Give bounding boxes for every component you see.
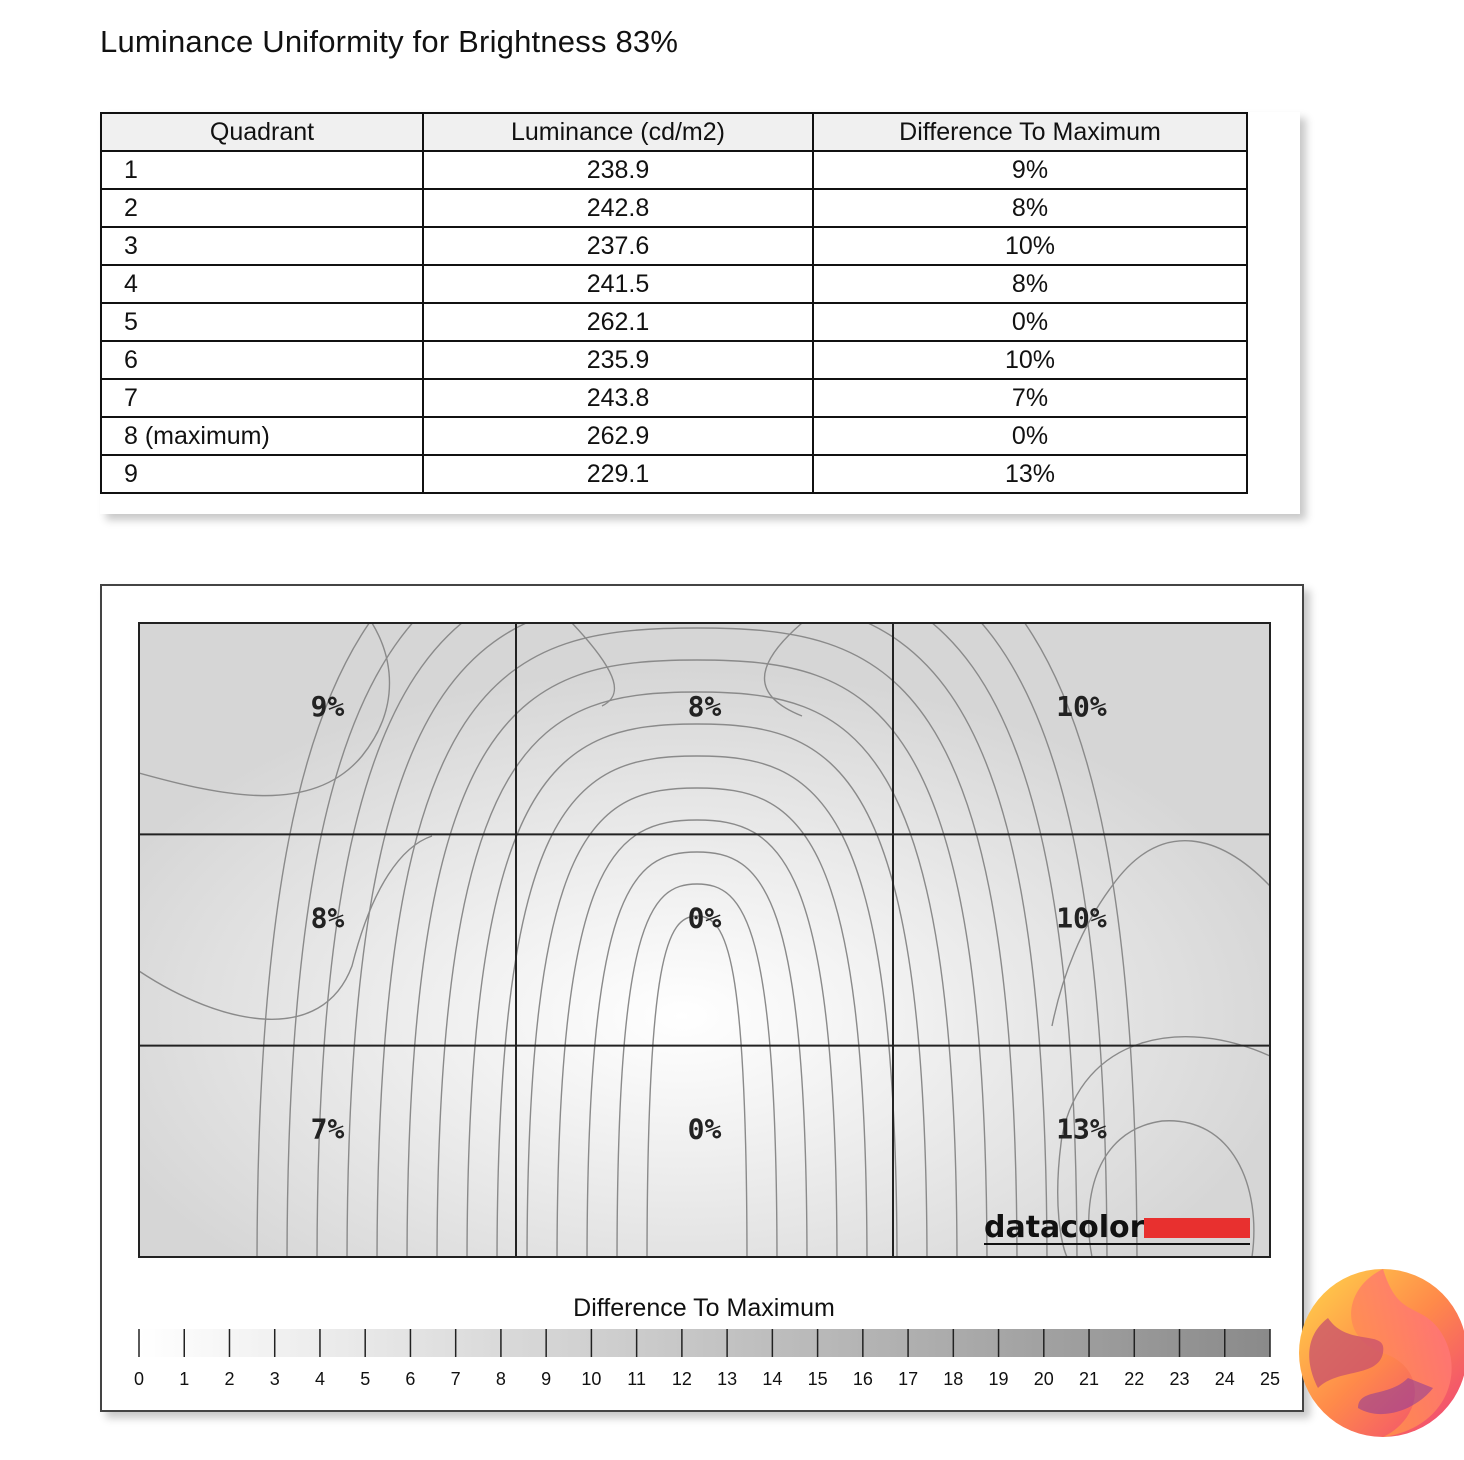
scale-title: Difference To Maximum [573, 1294, 835, 1322]
scale-tick-label: 20 [1033, 1369, 1054, 1389]
quadrant-label: 0% [687, 901, 722, 935]
table-row [101, 151, 1247, 189]
scale-tick-label: 10 [581, 1369, 602, 1389]
luminance-cell: 235.9 [423, 341, 813, 379]
column-header-luminance: Luminance (cd/m2) [423, 113, 813, 151]
quadrant-cell: 9 [101, 455, 423, 493]
quadrant-cell: 7 [101, 379, 423, 417]
uniformity-chart-card [100, 584, 1304, 1412]
difference-cell: 13% [813, 455, 1247, 493]
uniformity-heatmap [102, 586, 1306, 1414]
difference-cell: 8% [813, 189, 1247, 227]
luminance-cell: 262.1 [423, 303, 813, 341]
quadrant-label: 7% [310, 1112, 345, 1146]
table-row [101, 455, 1247, 493]
quadrant-cell: 5 [101, 303, 423, 341]
luminance-cell: 262.9 [423, 417, 813, 455]
table-row [101, 303, 1247, 341]
table-header-row [101, 113, 1247, 151]
table-row [101, 265, 1247, 303]
difference-cell: 0% [813, 417, 1247, 455]
column-header-difference: Difference To Maximum [813, 113, 1247, 151]
scale-tick-label: 11 [627, 1369, 646, 1389]
quadrant-cell: 3 [101, 227, 423, 265]
scale-tick-label: 16 [852, 1369, 873, 1389]
difference-cell: 10% [813, 227, 1247, 265]
quadrant-label: 10% [1056, 690, 1107, 723]
scale-tick-label: 14 [762, 1369, 783, 1389]
table-row [101, 227, 1247, 265]
scale-tick-label: 13 [717, 1369, 738, 1389]
quadrant-label: 9% [310, 690, 345, 723]
luminance-cell: 243.8 [423, 379, 813, 417]
luminance-cell: 229.1 [423, 455, 813, 493]
difference-cell: 7% [813, 379, 1247, 417]
quadrant-cell: 1 [101, 151, 423, 189]
quadrant-label: 13% [1056, 1112, 1107, 1146]
luminance-cell: 242.8 [423, 189, 813, 227]
quadrant-label: 0% [687, 1112, 722, 1146]
kitguru-logo [1288, 1258, 1464, 1448]
datacolor-red-bar [1144, 1218, 1250, 1238]
scale-tick-label: 21 [1079, 1369, 1100, 1389]
scale-tick-label: 24 [1214, 1369, 1235, 1389]
quadrant-label: 8% [687, 690, 722, 723]
scale-tick-label: 25 [1259, 1369, 1281, 1389]
scale-tick-label: 18 [943, 1369, 964, 1389]
scale-tick-label: 17 [898, 1369, 919, 1389]
quadrant-cell: 6 [101, 341, 423, 379]
luminance-cell: 241.5 [423, 265, 813, 303]
scale-tick-label: 8 [495, 1369, 506, 1389]
scale-tick-label: 15 [807, 1369, 828, 1389]
table-row [101, 417, 1247, 455]
scale-tick-label: 23 [1169, 1369, 1190, 1389]
scale-tick-label: 6 [405, 1369, 416, 1389]
scale-tick-label: 5 [360, 1369, 371, 1389]
difference-cell: 0% [813, 303, 1247, 341]
datacolor-watermark: datacolor [984, 1210, 1145, 1245]
quadrant-cell: 2 [101, 189, 423, 227]
scale-bar [139, 1329, 1270, 1357]
quadrant-label: 8% [310, 901, 345, 935]
scale-tick-label: 3 [269, 1369, 280, 1389]
luminance-table-card [100, 112, 1300, 514]
scale-tick-label: 0 [133, 1369, 145, 1389]
luminance-cell: 237.6 [423, 227, 813, 265]
color-scale [134, 1294, 1280, 1389]
quadrant-cell: 4 [101, 265, 423, 303]
scale-tick-label: 12 [671, 1369, 692, 1389]
table-row [101, 379, 1247, 417]
scale-tick-label: 9 [541, 1369, 552, 1389]
scale-tick-label: 22 [1124, 1369, 1145, 1389]
scale-tick-label: 7 [450, 1369, 461, 1389]
difference-cell: 9% [813, 151, 1247, 189]
luminance-cell: 238.9 [423, 151, 813, 189]
scale-tick-label: 2 [224, 1369, 235, 1389]
page-title: Luminance Uniformity for Brightness 83% [100, 24, 679, 59]
scale-tick-label: 19 [988, 1369, 1009, 1389]
column-header-quadrant: Quadrant [101, 113, 423, 151]
difference-cell: 10% [813, 341, 1247, 379]
scale-tick-label: 1 [179, 1369, 190, 1389]
quadrant-label: 10% [1056, 901, 1107, 935]
table-row [101, 189, 1247, 227]
difference-cell: 8% [813, 265, 1247, 303]
luminance-table [100, 112, 1248, 494]
scale-tick-label: 4 [314, 1369, 325, 1389]
quadrant-cell: 8 (maximum) [101, 417, 423, 455]
heatmap-plot-area [139, 586, 1270, 1267]
table-row [101, 341, 1247, 379]
